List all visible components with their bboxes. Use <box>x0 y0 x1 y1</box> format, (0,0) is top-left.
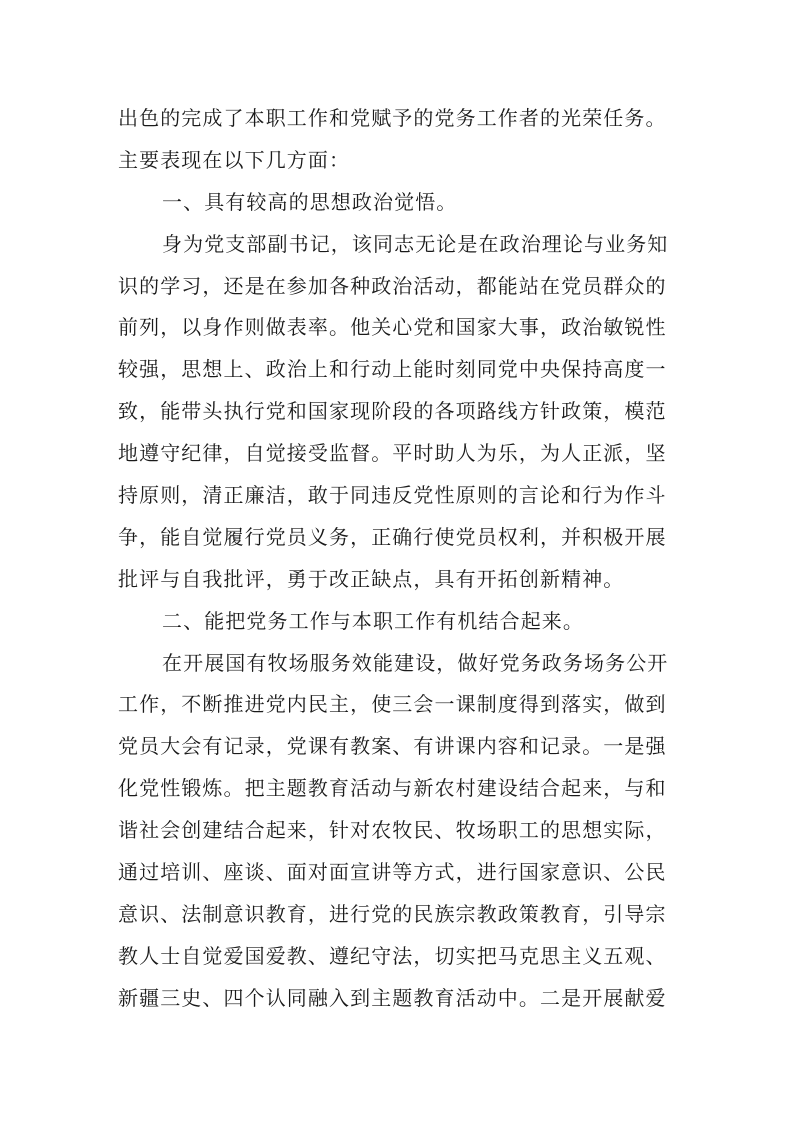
paragraph-first-line: 在开展国有牧场服务效能建设，做好党务政务场务公开 <box>162 650 669 675</box>
text-line: 持原则，清正廉洁，敢于同违反党性原则的言论和行为作斗 <box>118 483 667 508</box>
text-line: 识的学习，还是在参加各种政治活动，都能站在党员群众的 <box>118 273 667 298</box>
text-line: 出色的完成了本职工作和党赋予的党务工作者的光荣任务。 <box>118 106 667 130</box>
document-body <box>118 98 678 1020</box>
text-line: 新疆三史、四个认同融入到主题教育活动中。二是开展献爱 <box>118 985 667 1010</box>
text-line: 致，能带头执行党和国家现阶段的各项路线方针政策，模范 <box>118 399 667 424</box>
section-heading: 一、具有较高的思想政治觉悟。 <box>162 189 458 214</box>
section-heading: 二、能把党务工作与本职工作有机结合起来。 <box>162 608 584 633</box>
text-line: 地遵守纪律，自觉接受监督。平时助人为乐，为人正派，坚 <box>118 441 667 466</box>
text-line: 教人士自觉爱国爱教、遵纪守法，切实把马克思主义五观、 <box>118 943 667 968</box>
text-line: 主要表现在以下几方面： <box>118 147 351 172</box>
text-line: 前列，以身作则做表率。他关心党和国家大事，政治敏锐性 <box>118 315 667 340</box>
text-line: 批评与自我批评，勇于改正缺点，具有开拓创新精神。 <box>118 566 625 591</box>
text-line: 谐社会创建结合起来，针对农牧民、牧场职工的思想实际， <box>118 818 667 843</box>
text-line: 较强，思想上、政治上和行动上能时刻同党中央保持高度一 <box>118 357 667 382</box>
text-line: 工作，不断推进党内民主，使三会一课制度得到落实，做到 <box>118 692 667 717</box>
text-line: 争，能自觉履行党员义务，正确行使党员权利，并积极开展 <box>118 524 667 549</box>
text-line: 化党性锻炼。把主题教育活动与新农村建设结合起来，与和 <box>118 776 667 801</box>
text-line: 党员大会有记录，党课有教案、有讲课内容和记录。一是强 <box>118 734 667 759</box>
text-line: 意识、法制意识教育，进行党的民族宗教政策教育，引导宗 <box>118 901 667 926</box>
paragraph-first-line: 身为党支部副书记，该同志无论是在政治理论与业务知 <box>162 231 669 256</box>
text-line: 通过培训、座谈、面对面宣讲等方式，进行国家意识、公民 <box>118 860 667 885</box>
